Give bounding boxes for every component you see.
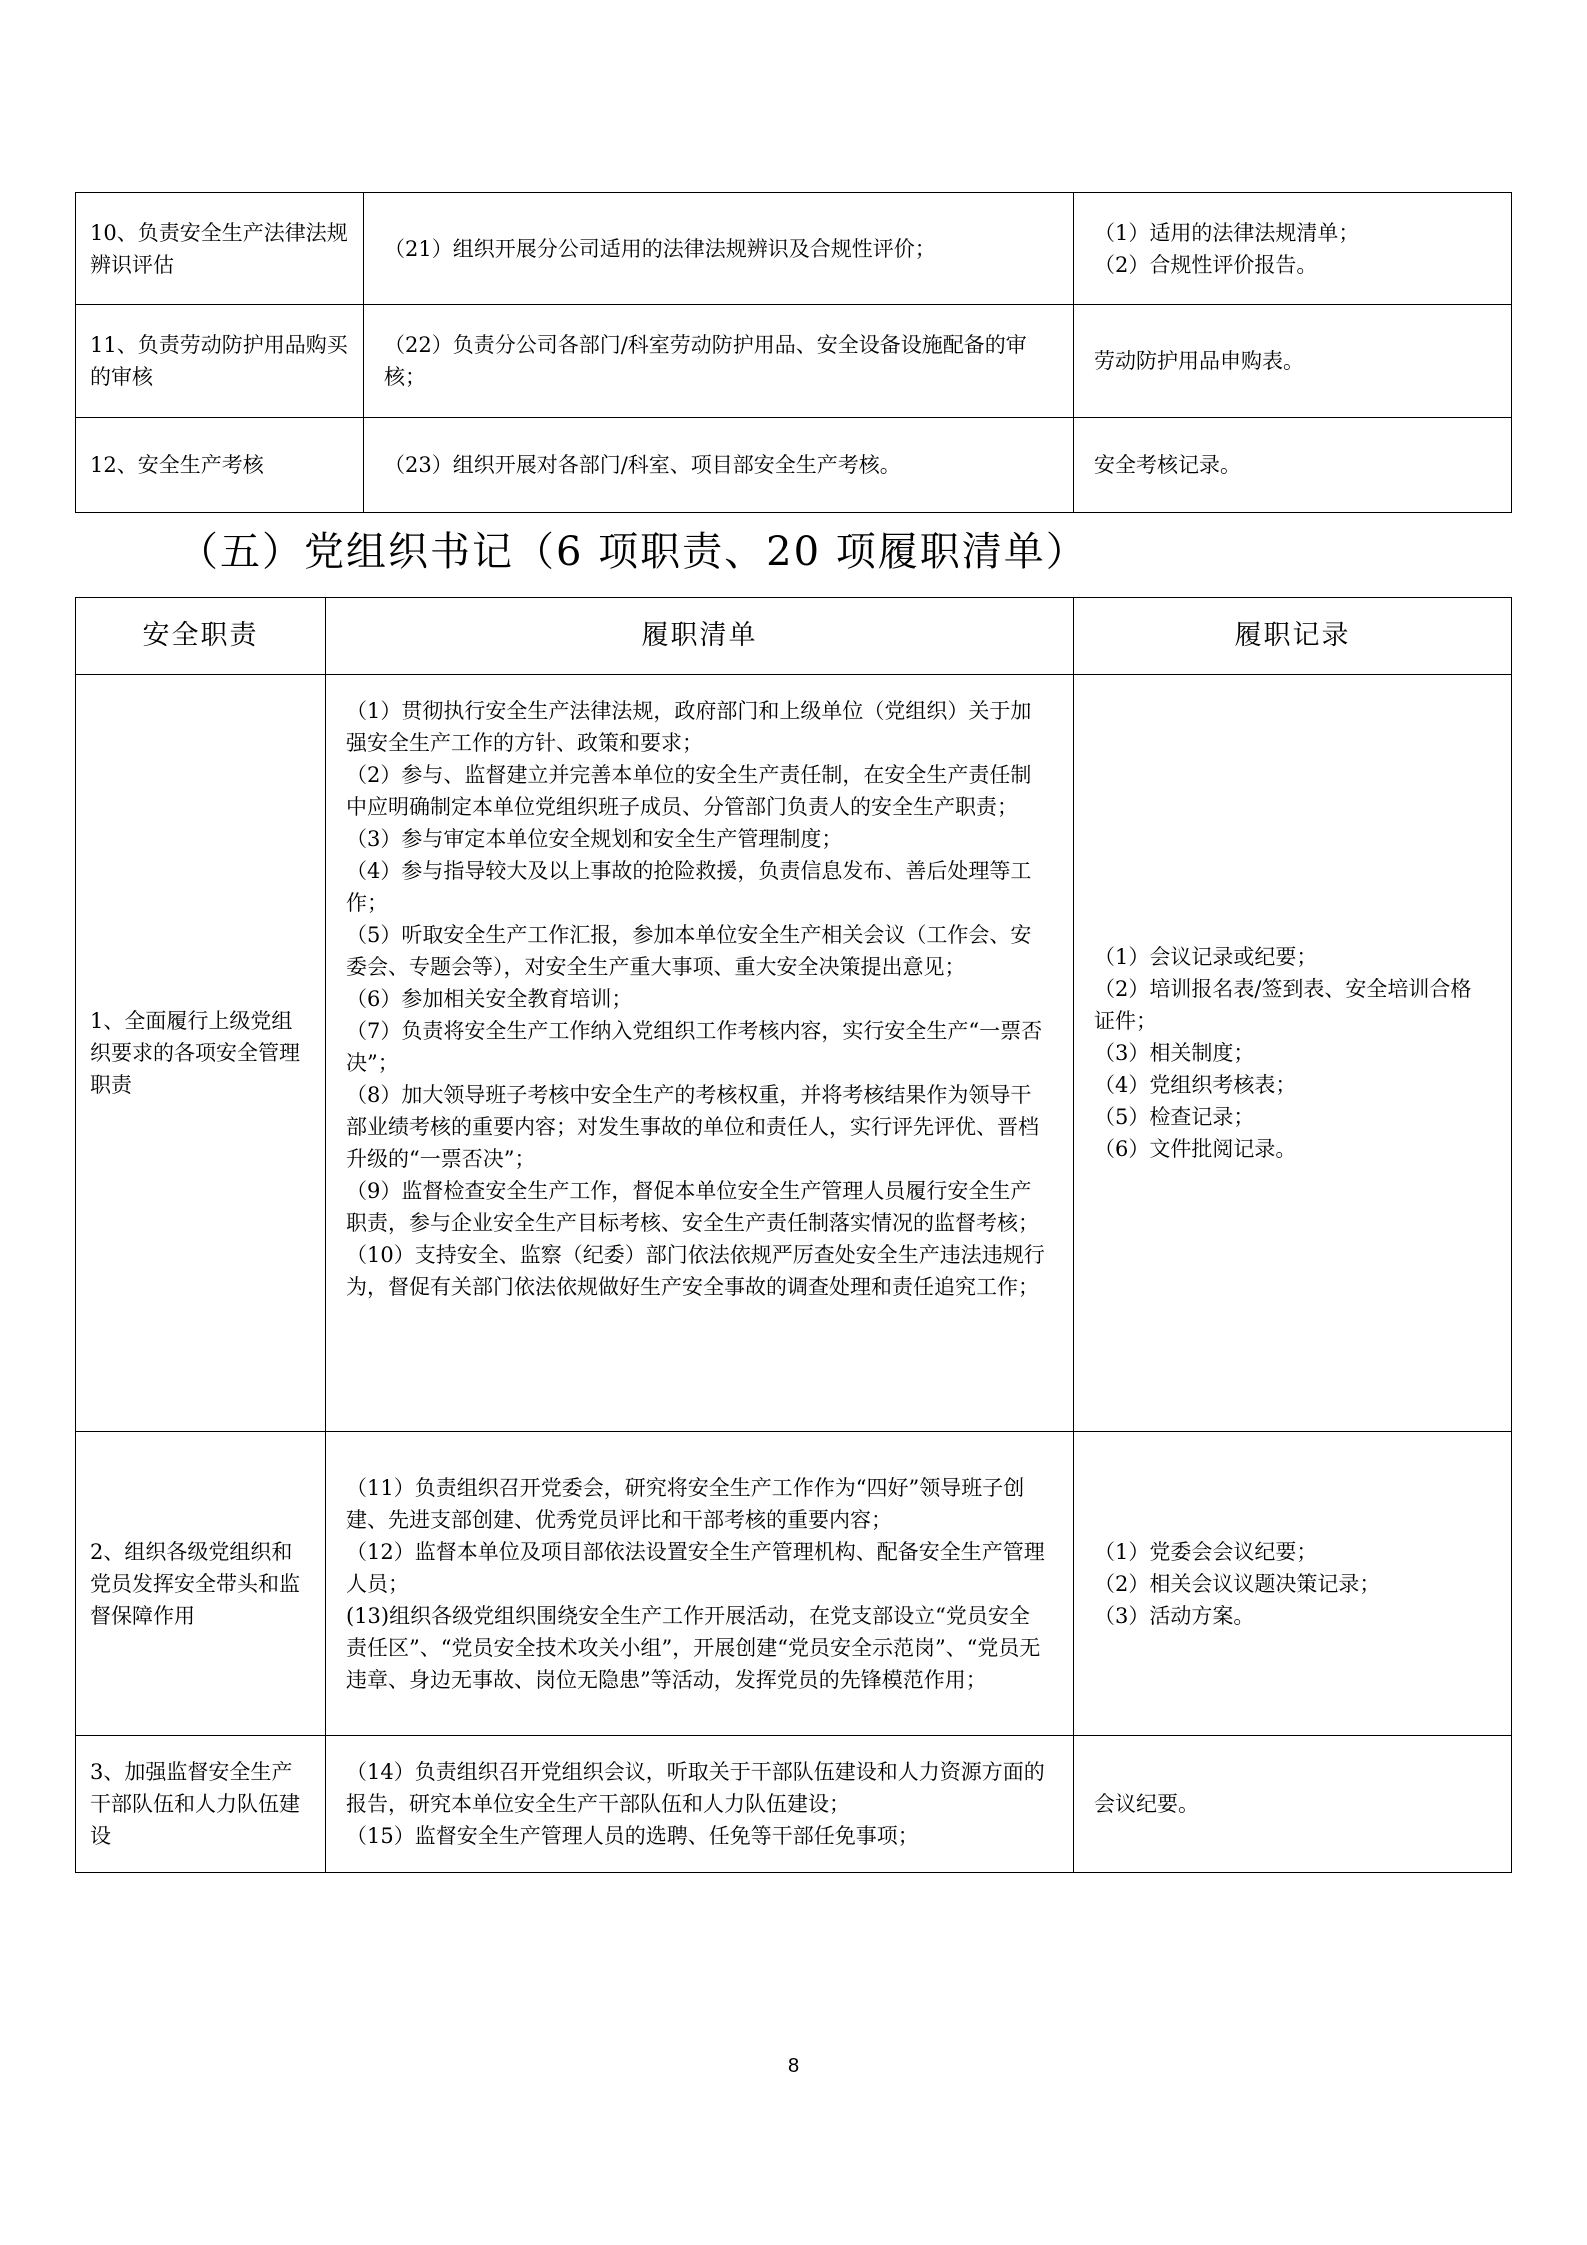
- table-row: [76, 418, 1512, 513]
- checklist-item: （15）监督安全生产管理人员的选聘、任免等干部任免事项；: [346, 1824, 919, 1848]
- record-item: （5）检查记录；: [1094, 1105, 1255, 1129]
- checklist-item: （12）监督本单位及项目部依法设置安全生产管理机构、配备安全生产管理人员；: [346, 1539, 1045, 1596]
- record-item: （2）培训报名表/签到表、安全培训合格证件；: [1094, 977, 1472, 1033]
- checklist-item: （22）负责分公司各部门/科室劳动防护用品、安全设备设施配备的审核；: [384, 333, 1027, 389]
- table-row: [76, 1736, 1512, 1873]
- checklist-item: （1）贯彻执行安全生产法律法规，政府部门和上级单位（党组织）关于加强安全生产工作的方针、政策和要求；: [346, 699, 1032, 755]
- record-item: 安全考核记录。: [1094, 453, 1241, 477]
- checklist-cell: [364, 418, 1074, 513]
- duty-cell: 12、安全生产考核: [76, 418, 364, 513]
- records-cell: [1074, 193, 1512, 305]
- record-item: 劳动防护用品申购表。: [1094, 349, 1304, 373]
- record-item: （1）会议记录或纪要；: [1094, 945, 1318, 969]
- duty-cell: 2、组织各级党组织和党员发挥安全带头和监督保障作用: [76, 1432, 326, 1736]
- party-secretary-duty-table: [75, 597, 1512, 1873]
- table-header-row: [76, 598, 1512, 675]
- table-row: [76, 1432, 1512, 1736]
- checklist-item: （5）听取安全生产工作汇报，参加本单位安全生产相关会议（工作会、安委会、专题会等），对安全生产重大事项、重大安全决策提出意见；: [346, 923, 1032, 979]
- header-records: 履职记录: [1074, 598, 1512, 675]
- duty-cell: 1、全面履行上级党组织要求的各项安全管理职责: [76, 675, 326, 1432]
- checklist-cell: [364, 193, 1074, 305]
- checklist-item: （3）参与审定本单位安全规划和安全生产管理制度；: [346, 827, 843, 851]
- page-number: 8: [787, 2055, 800, 2077]
- checklist-item: （10）支持安全、监察（纪委）部门依法依规严厉查处安全生产违法违规行为，督促有关部门依法依规做好生产安全事故的调查处理和责任追究工作；: [346, 1243, 1045, 1299]
- checklist-item: （2）参与、监督建立并完善本单位的安全生产责任制，在安全生产责任制中应明确制定本单位党组织班子成员、分管部门负责人的安全生产职责；: [346, 763, 1032, 819]
- checklist-item: （21）组织开展分公司适用的法律法规辨识及合规性评价；: [384, 236, 936, 261]
- checklist-item: （8）加大领导班子考核中安全生产的考核权重，并将考核结果作为领导干部业绩考核的重要内容；对发生事故的单位和责任人，实行评先评优、晋档升级的“一票否决”；: [346, 1083, 1039, 1171]
- record-item: （3）相关制度；: [1094, 1041, 1255, 1065]
- continued-duty-table: [75, 192, 1512, 513]
- records-cell: [1074, 418, 1512, 513]
- records-cell: [1074, 305, 1512, 418]
- checklist-item: （4）参与指导较大及以上事故的抢险救援，负责信息发布、善后处理等工作；: [346, 859, 1032, 915]
- checklist-cell: [364, 305, 1074, 418]
- duty-cell: 10、负责安全生产法律法规辨识评估: [76, 193, 364, 305]
- table-row: [76, 193, 1512, 305]
- records-cell: [1074, 1736, 1512, 1873]
- section-heading: （五）党组织书记（6 项职责、20 项履职清单）: [178, 529, 1088, 575]
- header-duty: 安全职责: [76, 598, 326, 675]
- records-cell: [1074, 675, 1512, 1432]
- record-item: （1）党委会会议纪要；: [1094, 1539, 1318, 1564]
- checklist-item: （11）负责组织召开党委会，研究将安全生产工作作为“四好”领导班子创建、先进支部创建、优秀党员评比和干部考核的重要内容；: [346, 1475, 1025, 1532]
- table-row: [76, 305, 1512, 418]
- duty-cell: 11、负责劳动防护用品购买的审核: [76, 305, 364, 418]
- checklist-item: （7）负责将安全生产工作纳入党组织工作考核内容，实行安全生产“一票否决”；: [346, 1019, 1043, 1075]
- checklist-item: （14）负责组织召开党组织会议，听取关于干部队伍建设和人力资源方面的报告，研究本单位安全生产干部队伍和人力队伍建设；: [346, 1760, 1045, 1816]
- checklist-item: （23）组织开展对各部门/科室、项目部安全生产考核。: [384, 453, 901, 477]
- checklist-item: （6）参加相关安全教育培训；: [346, 987, 633, 1011]
- checklist-cell: [326, 1432, 1074, 1736]
- checklist-item: (13)组织各级党组织围绕安全生产工作开展活动，在党支部设立“党员安全责任区”、“党员安全技术攻关小组”，开展创建“党员安全示范岗”、“党员无违章、身边无事故、岗位无隐患”等活动，发挥党员的先锋模范作用；: [346, 1603, 1041, 1692]
- checklist-item: （9）监督检查安全生产工作，督促本单位安全生产管理人员履行安全生产职责，参与企业安全生产目标考核、安全生产责任制落实情况的监督考核；: [346, 1179, 1039, 1235]
- record-item: （1）适用的法律法规清单；: [1094, 220, 1360, 245]
- table-row: [76, 675, 1512, 1432]
- record-item: （4）党组织考核表；: [1094, 1073, 1297, 1097]
- record-item: （2）合规性评价报告。: [1094, 252, 1318, 277]
- duty-cell: 3、加强监督安全生产干部队伍和人力队伍建设: [76, 1736, 326, 1873]
- record-item: 会议纪要。: [1094, 1792, 1199, 1816]
- record-item: （6）文件批阅记录。: [1094, 1137, 1297, 1161]
- records-cell: [1074, 1432, 1512, 1736]
- checklist-cell: [326, 1736, 1074, 1873]
- header-checklist: 履职清单: [326, 598, 1074, 675]
- checklist-cell: [326, 675, 1074, 1432]
- record-item: （2）相关会议议题决策记录；: [1094, 1571, 1381, 1596]
- record-item: （3）活动方案。: [1094, 1603, 1255, 1628]
